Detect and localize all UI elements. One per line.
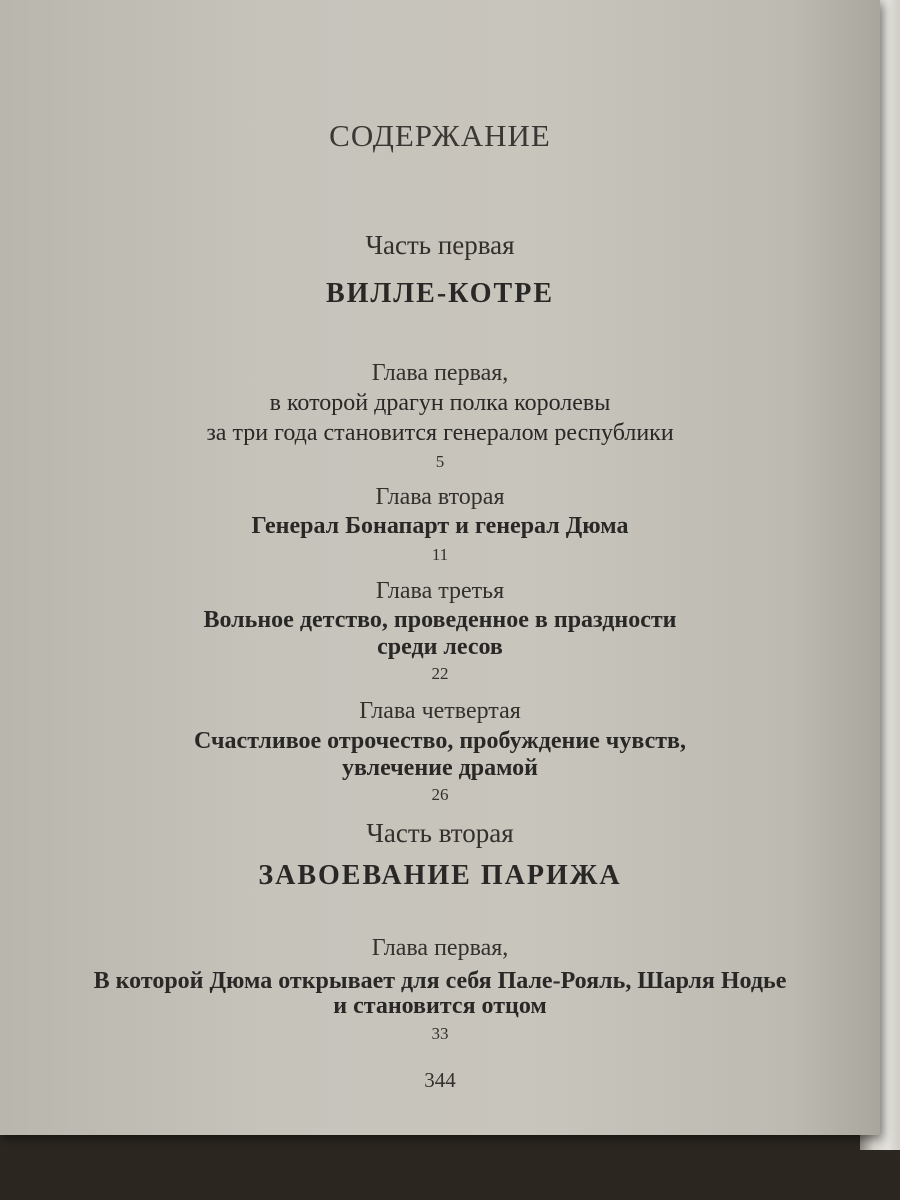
- part-2-chapter-1-title-line-1: В которой Дюма открывает для себя Пале-Рояль, Шарля Нодье: [93, 968, 787, 994]
- part-2-chapter-1-label: Глава первая,: [371, 935, 509, 961]
- part-2-title: ЗАВОЕВАНИЕ ПАРИЖА: [258, 860, 622, 891]
- chapter-3-title-line-2: среди лесов: [377, 634, 503, 660]
- page-number: 344: [424, 1068, 456, 1092]
- chapter-3-title-line-1: Вольное детство, проведенное в праздности: [203, 607, 677, 633]
- chapter-4-label: Глава четвертая: [359, 698, 521, 724]
- chapter-1-page: 5: [435, 452, 445, 471]
- chapter-1-title-line-1: в которой драгун полка королевы: [269, 390, 611, 416]
- chapter-3-label: Глава третья: [375, 578, 505, 604]
- chapter-4-title-line-1: Счастливое отрочество, пробуждение чувств,: [194, 728, 686, 754]
- part-2-label: Часть вторая: [366, 818, 514, 848]
- part-1-label: Часть первая: [365, 230, 515, 260]
- part-2-chapter-1-page: 33: [431, 1024, 449, 1043]
- part-1-title: ВИЛЛЕ-КОТРЕ: [325, 278, 555, 309]
- chapter-4-title-line-2: увлечение драмой: [341, 755, 538, 781]
- chapter-3-page: 22: [431, 664, 449, 683]
- chapter-1-title-line-2: за три года становится генералом республики: [206, 420, 674, 446]
- toc-heading: СОДЕРЖАНИЕ: [329, 118, 551, 153]
- chapter-1-label: Глава первая,: [371, 360, 509, 386]
- chapter-2-title-line-1: Генерал Бонапарт и генерал Дюма: [251, 513, 629, 539]
- chapter-2-page: 11: [431, 545, 449, 564]
- chapter-4-page: 26: [431, 785, 449, 804]
- chapter-2-label: Глава вторая: [375, 484, 505, 510]
- part-2-chapter-1-title-line-2: и становится отцом: [333, 993, 547, 1019]
